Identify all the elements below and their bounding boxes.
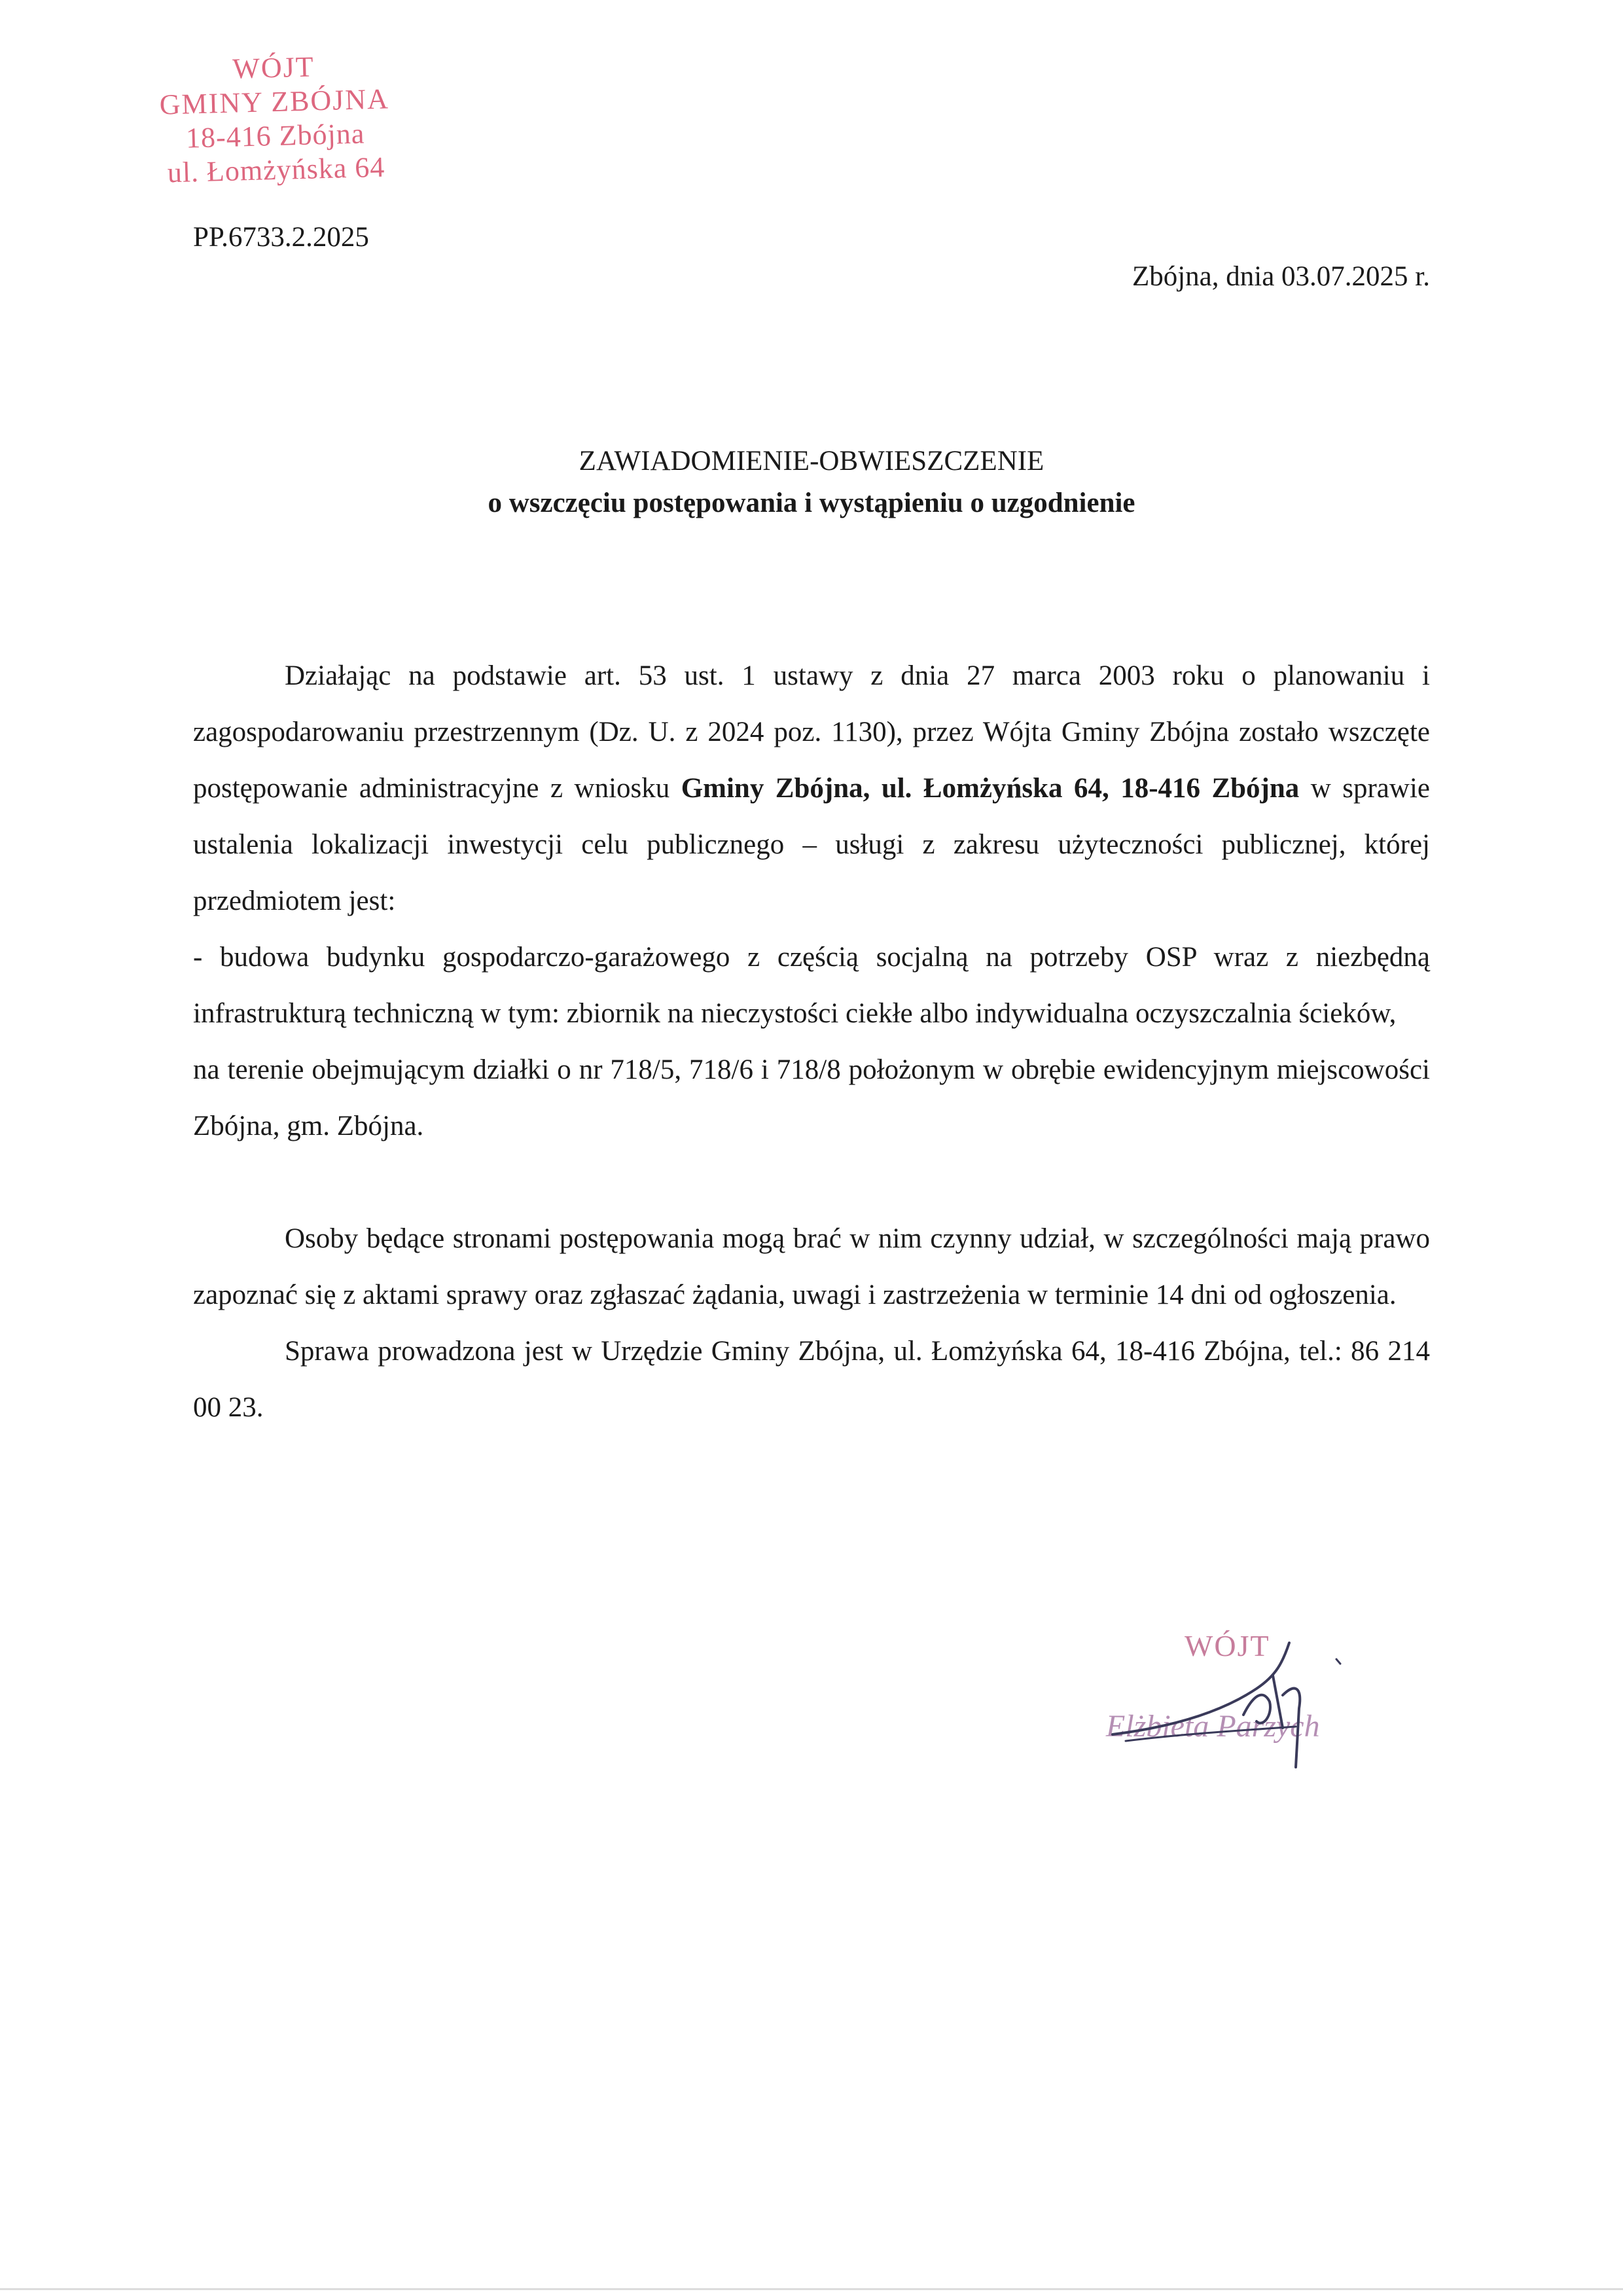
- paragraph-legal-basis: [193, 648, 1430, 929]
- investment-location: na terenie obejmującym działki o nr 718/5, 718/6 i 718/8 położonym w obrębie ewidencyjnym miejscowości Zbójna, gm. Zbójna.: [193, 1054, 1430, 1141]
- signature-block: [1086, 1617, 1427, 1787]
- stamp-line-street: ul. Łomżyńska 64: [167, 151, 385, 189]
- stamp-line-gmina: GMINY ZBÓJNA: [159, 82, 390, 121]
- paragraph-legal-basis-text-b: w sprawie ustalenia lokalizacji inwestycji celu publicznego – usługi z zakresu użyteczności publicznej, której przedmiotem jest:: [193, 773, 1430, 916]
- signature-stamp-name: Elżbieta Parzych: [1106, 1709, 1320, 1744]
- reference-number: PP.6733.2.2025: [193, 222, 369, 253]
- handwritten-signature-icon: [1086, 1617, 1427, 1787]
- paragraph-legal-basis-text-a: Działając na podstawie art. 53 ust. 1 ustawy z dnia 27 marca 2003 roku o planowaniu i zagospodarowaniu przestrzennym (Dz. U. z 2024 poz. 1130), przez Wójta Gminy Zbójna zostało wszczęte postępowanie administracyjne z wniosku: [193, 660, 1430, 804]
- stamp-line-wojt: WÓJT: [232, 50, 315, 85]
- investment-item: - budowa budynku gospodarczo-garażowego z częścią socjalną na potrzeby OSP wraz z niezbędną infrastrukturą techniczną w tym: zbiornik na nieczystości ciekłe albo indywidualna oczyszczalnia ścieków,: [193, 942, 1430, 1029]
- applicant-name: Gminy Zbójna, ul. Łomżyńska 64, 18-416 Zbójna: [681, 773, 1300, 804]
- signature-stamp-title: WÓJT: [1185, 1629, 1270, 1662]
- paragraph-office-contact: Sprawa prowadzona jest w Urzędzie Gminy Zbójna, ul. Łomżyńska 64, 18-416 Zbójna, tel.: 86 214 00 23.: [193, 1336, 1430, 1423]
- office-stamp: [129, 47, 420, 190]
- document-body: [193, 648, 1430, 1436]
- document-subtitle: o wszczęciu postępowania i wystąpieniu o uzgodnienie: [488, 488, 1135, 518]
- stamp-line-postal: 18-416 Zbójna: [185, 117, 365, 154]
- document-date: Zbójna, dnia 03.07.2025 r.: [1132, 261, 1430, 292]
- scan-bottom-edge: [0, 2288, 1623, 2290]
- paragraph-parties-rights: Osoby będące stronami postępowania mogą brać w nim czynny udział, w szczególności mają prawo zapoznać się z aktami sprawy oraz zgłaszać żądania, uwagi i zastrzeżenia w terminie 14 dni od ogłoszenia.: [193, 1223, 1430, 1310]
- document-title: ZAWIADOMIENIE-OBWIESZCZENIE: [579, 446, 1044, 476]
